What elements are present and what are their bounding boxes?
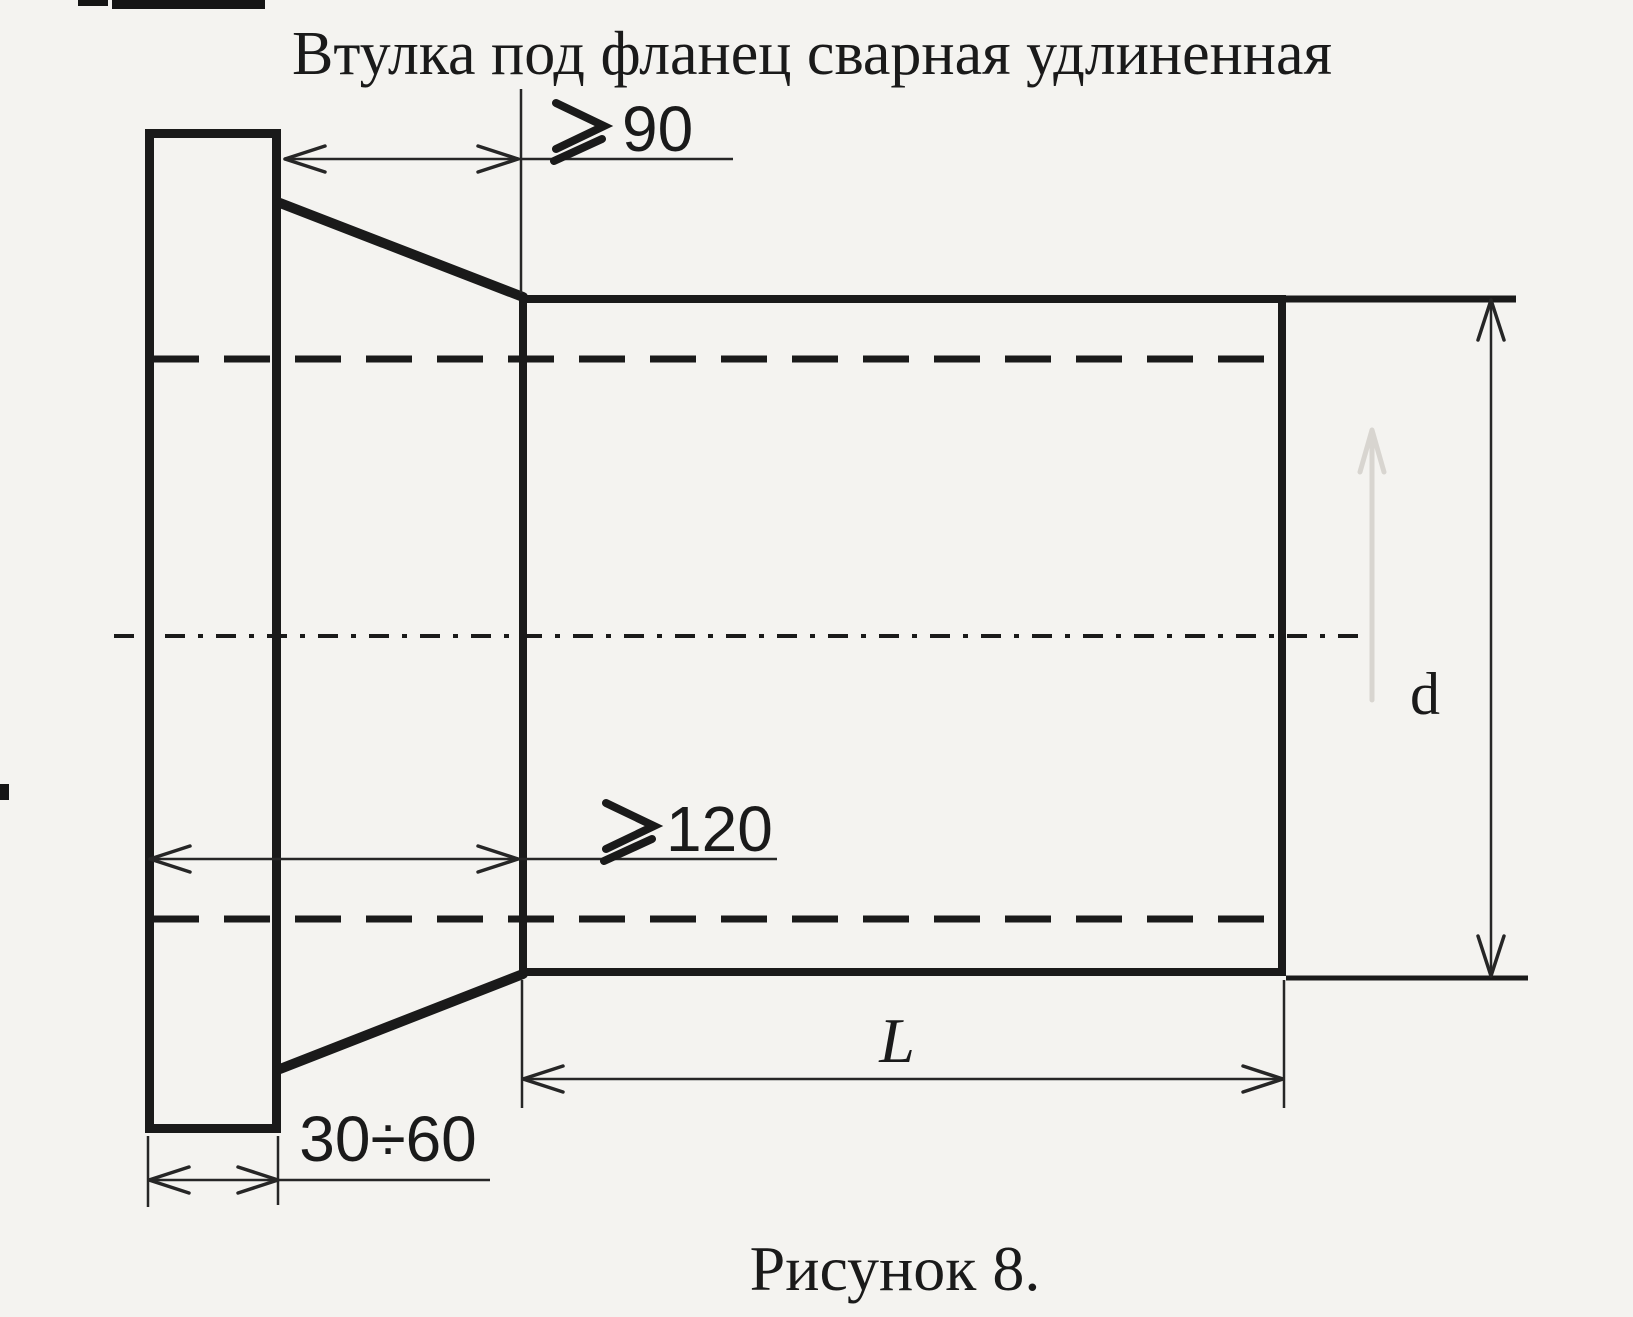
dimension-label: L <box>879 1005 915 1076</box>
scan-artifact-left-edge <box>0 784 9 800</box>
flange-outline <box>150 134 277 1129</box>
scan-ghost-arrow <box>1360 430 1384 700</box>
weld-taper-bottom-line <box>280 974 523 1069</box>
gte-slanted-icon <box>554 103 604 161</box>
dimension-label: 120 <box>666 793 773 865</box>
weld-taper-top-line <box>280 203 523 297</box>
page-title: Втулка под фланец сварная удлиненная <box>291 20 1333 88</box>
dimension-flange-with-taper <box>150 793 777 872</box>
figure-caption: Рисунок 8. <box>749 1233 1041 1304</box>
dimension-diameter <box>1286 299 1528 978</box>
dimension-flange-thickness <box>148 1103 490 1207</box>
dimension-taper-length <box>285 89 733 293</box>
dimension-shell-length <box>522 980 1284 1108</box>
scan-artifact-top-streak2 <box>112 0 265 9</box>
part-outline <box>114 134 1360 1129</box>
gte-slanted-icon <box>604 803 654 861</box>
dimension-label: 90 <box>622 93 694 165</box>
scan-artifact-top-streak <box>78 0 108 6</box>
dimension-label: 30÷60 <box>299 1103 477 1175</box>
dimension-label: d <box>1410 661 1440 727</box>
